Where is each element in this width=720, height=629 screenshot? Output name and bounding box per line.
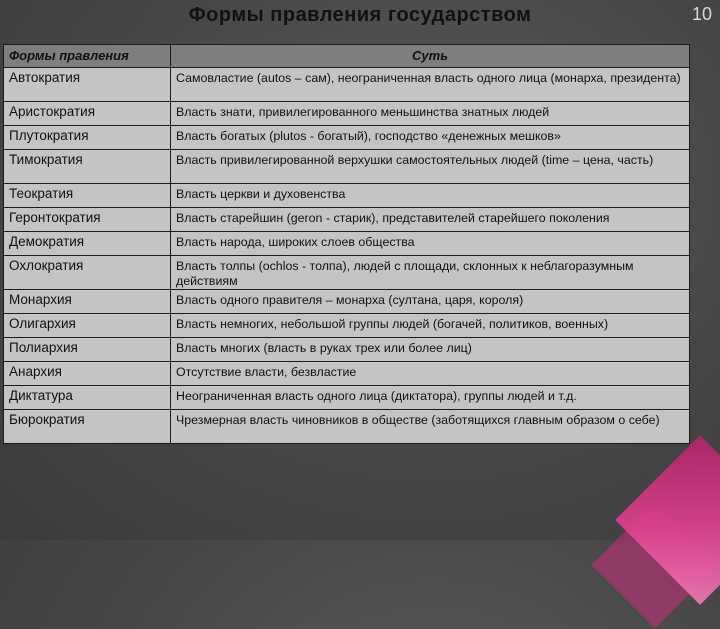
form-description: Власть знати, привилегированного меньшинства знатных людей <box>171 102 690 126</box>
form-name: Олигархия <box>4 314 171 338</box>
form-description: Самовластие (autos – сам), неограниченная власть одного лица (монарха, президента) <box>171 68 690 102</box>
form-name: Геронтократия <box>4 208 171 232</box>
form-name: Тимократия <box>4 150 171 184</box>
form-description: Власть церкви и духовенства <box>171 184 690 208</box>
header-essence: Суть <box>171 45 690 68</box>
table-row <box>4 126 690 150</box>
governance-forms-table <box>3 44 690 444</box>
form-name: Полиархия <box>4 338 171 362</box>
table-row <box>4 338 690 362</box>
table-row <box>4 68 690 102</box>
form-name: Аристократия <box>4 102 171 126</box>
table-row <box>4 362 690 386</box>
page-number: 10 <box>691 4 712 24</box>
form-name: Демократия <box>4 232 171 256</box>
form-description: Власть народа, широких слоев общества <box>171 232 690 256</box>
form-description: Чрезмерная власть чиновников в обществе (заботящихся главным образом о себе) <box>171 410 690 444</box>
form-name: Диктатура <box>4 386 171 410</box>
form-description: Власть старейшин (geron - старик), представителей старейшего поколения <box>171 208 690 232</box>
table-row <box>4 150 690 184</box>
form-name: Анархия <box>4 362 171 386</box>
table-row <box>4 290 690 314</box>
table-row <box>4 314 690 338</box>
table-row <box>4 410 690 444</box>
header-forms: Формы правления <box>4 45 171 68</box>
form-description: Отсутствие власти, безвластие <box>171 362 690 386</box>
form-name: Монархия <box>4 290 171 314</box>
form-description: Власть многих (власть в руках трех или более лиц) <box>171 338 690 362</box>
form-description: Власть одного правителя – монарха (султана, царя, короля) <box>171 290 690 314</box>
form-description: Неограниченная власть одного лица (диктатора), группы людей и т.д. <box>171 386 690 410</box>
form-name: Теократия <box>4 184 171 208</box>
form-name: Плутократия <box>4 126 171 150</box>
form-name: Автократия <box>4 68 171 102</box>
form-description: Власть привилегированной верхушки самостоятельных людей (time – цена, часть) <box>171 150 690 184</box>
table-row <box>4 232 690 256</box>
table-row <box>4 184 690 208</box>
table-row <box>4 386 690 410</box>
table-row <box>4 102 690 126</box>
form-description: Власть богатых (plutos - богатый), господство «денежных мешков» <box>171 126 690 150</box>
form-description: Власть немногих, небольшой группы людей (богачей, политиков, военных) <box>171 314 690 338</box>
table-row <box>4 256 690 290</box>
table-row <box>4 208 690 232</box>
table-header-row <box>4 45 690 68</box>
form-name: Охлократия <box>4 256 171 290</box>
slide-title: Формы правления государством <box>188 4 532 26</box>
form-name: Бюрократия <box>4 410 171 444</box>
form-description: Власть толпы (ochlos - толпа), людей с площади, склонных к неблагоразумным действиям <box>171 256 690 290</box>
